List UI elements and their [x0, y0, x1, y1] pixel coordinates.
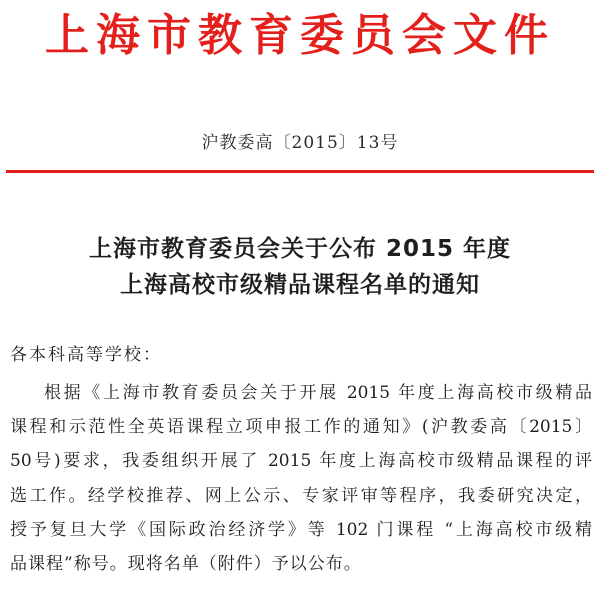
body-line: 50号)要求，我委组织开展了 2015 年度上海高校市级精品课程的评 — [10, 451, 592, 471]
body-line: 课程和示范性全英语课程立项申报工作的通知》(沪教委高〔2015〕 — [10, 417, 592, 437]
body-line: 授予复旦大学《国际政治经济学》等 102 门课程 “上海高校市级精 — [10, 520, 592, 540]
red-divider-rule — [6, 170, 594, 173]
document-number: 沪教委高〔2015〕13号 — [201, 133, 399, 153]
body-line: 选工作。经学校推荐、网上公示、专家评审等程序，我委研究决定， — [10, 486, 592, 506]
letterhead-title: 上海市教育委员会文件 — [45, 10, 555, 61]
notice-title-line-1: 上海市教育委员会关于公布 2015 年度 — [88, 236, 512, 262]
notice-title-line-2: 上海高校市级精品课程名单的通知 — [120, 272, 480, 298]
salutation: 各本科高等学校： — [10, 345, 162, 365]
body-line: 根据《上海市教育委员会关于开展 2015 年度上海高校市级精品 — [44, 383, 592, 403]
body-line: 品课程”称号。现将名单（附件）予以公布。 — [10, 554, 362, 574]
